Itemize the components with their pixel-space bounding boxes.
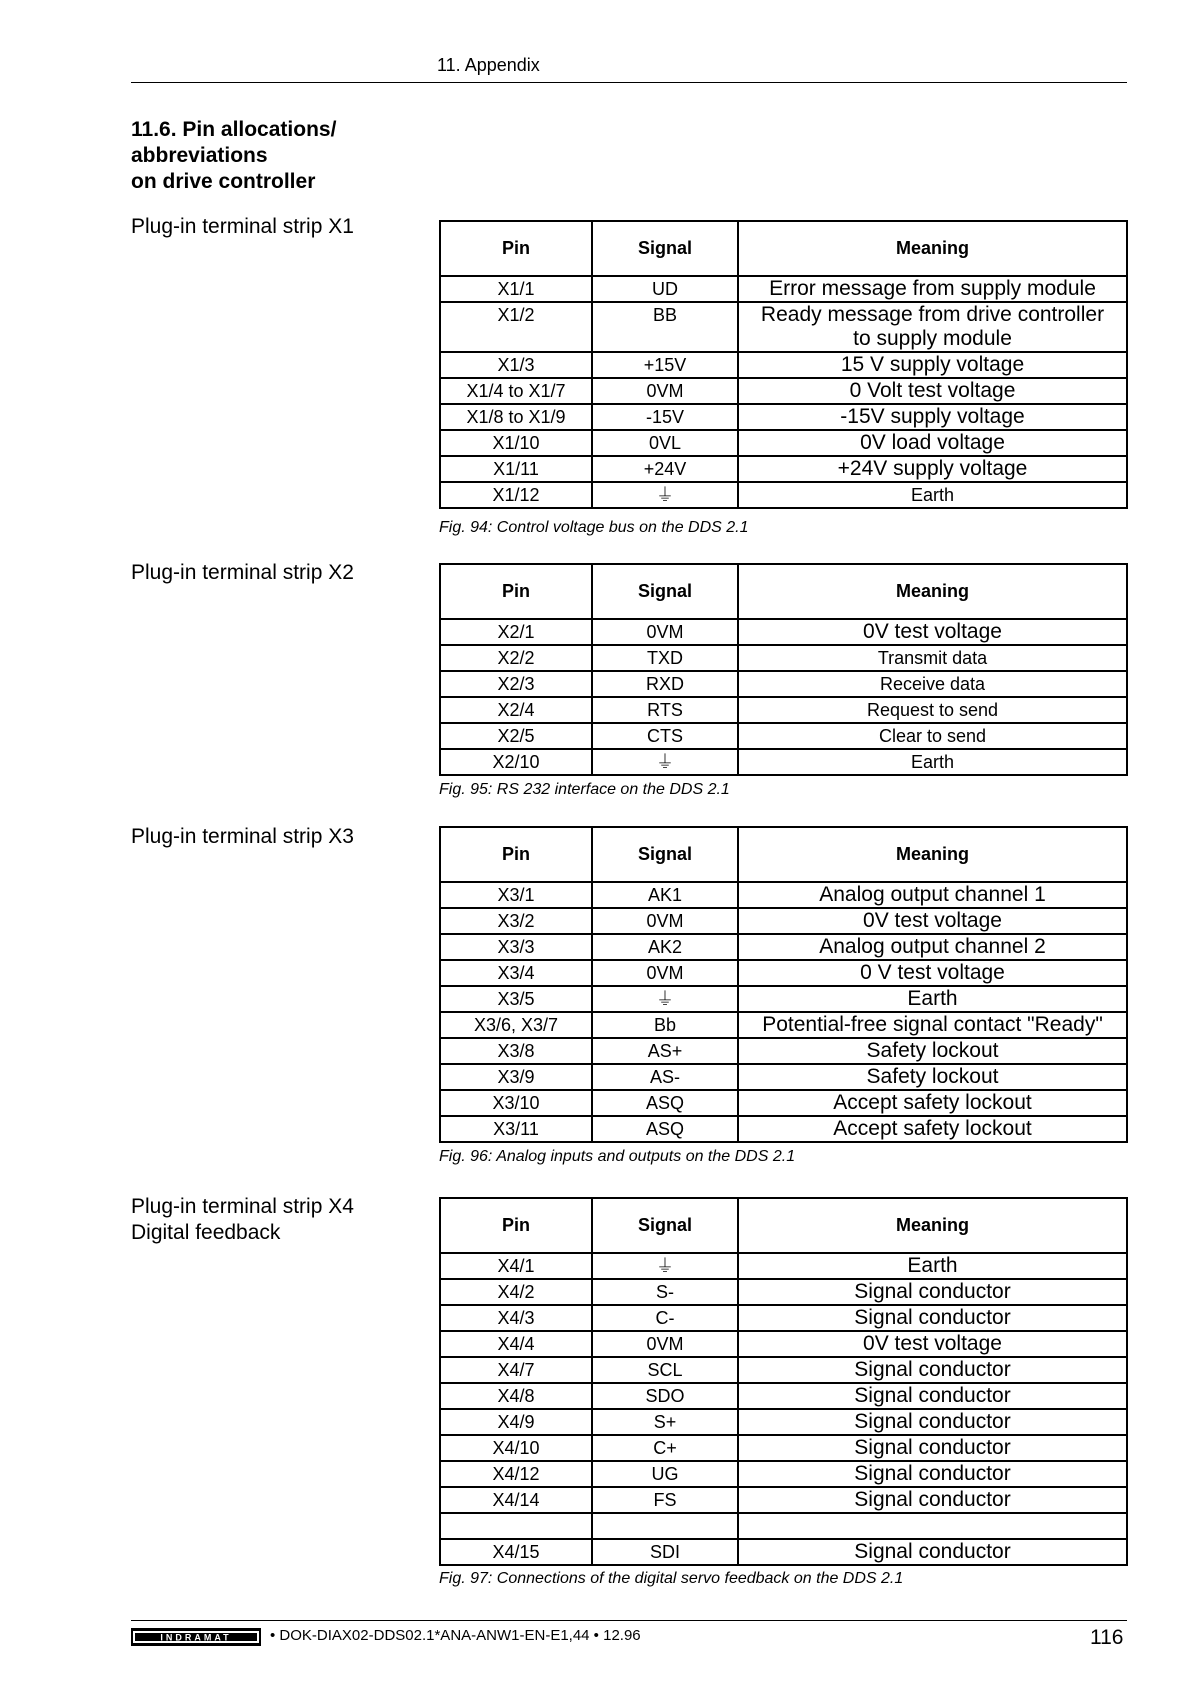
pin-cell: X3/10 <box>440 1090 592 1116</box>
table-row <box>440 1253 1127 1279</box>
pin-cell: X4/3 <box>440 1305 592 1331</box>
table-row <box>440 352 1127 378</box>
signal-cell: SDI <box>592 1539 738 1565</box>
table-row <box>440 482 1127 508</box>
meaning-cell: 0 V test voltage <box>738 960 1127 986</box>
pin-cell: X2/10 <box>440 749 592 775</box>
meaning-cell <box>738 1513 1127 1539</box>
pin-cell: X3/8 <box>440 1038 592 1064</box>
pin-cell: X2/1 <box>440 619 592 645</box>
table-row <box>440 1279 1127 1305</box>
document-id: • DOK-DIAX02-DDS02.1*ANA-ANW1-EN-E1,44 • 12.96 <box>270 1627 641 1644</box>
pin-cell: X2/2 <box>440 645 592 671</box>
meaning-column-header: Meaning <box>738 564 1127 619</box>
meaning-cell: Analog output channel 1 <box>738 882 1127 908</box>
table-row <box>440 1383 1127 1409</box>
table-row <box>440 671 1127 697</box>
table-row <box>440 456 1127 482</box>
pin-cell: X4/10 <box>440 1435 592 1461</box>
signal-cell: CTS <box>592 723 738 749</box>
signal-cell <box>592 1513 738 1539</box>
meaning-cell: 0V test voltage <box>738 908 1127 934</box>
page-number: 116 <box>1090 1626 1124 1649</box>
x1-label: Plug-in terminal strip X1 <box>131 215 354 238</box>
footer-rule <box>131 1620 1127 1621</box>
pin-cell <box>440 1513 592 1539</box>
signal-cell: ASQ <box>592 1116 738 1142</box>
meaning-cell: Signal conductor <box>738 1409 1127 1435</box>
pin-column-header: Pin <box>440 564 592 619</box>
pin-cell: X3/4 <box>440 960 592 986</box>
pin-cell: X2/4 <box>440 697 592 723</box>
signal-cell: C+ <box>592 1435 738 1461</box>
chapter-header: 11. Appendix <box>437 55 540 75</box>
signal-cell: 0VM <box>592 619 738 645</box>
earth-symbol-icon: ⏚ <box>592 749 738 775</box>
meaning-cell: Safety lockout <box>738 1038 1127 1064</box>
signal-cell: -15V <box>592 404 738 430</box>
pin-cell: X4/14 <box>440 1487 592 1513</box>
pin-cell: X3/6, X3/7 <box>440 1012 592 1038</box>
meaning-cell: Request to send <box>738 697 1127 723</box>
signal-cell: UG <box>592 1461 738 1487</box>
meaning-cell: 0 Volt test voltage <box>738 378 1127 404</box>
meaning-cell: Receive data <box>738 671 1127 697</box>
signal-cell: Bb <box>592 1012 738 1038</box>
x4-label-line: Digital feedback <box>131 1221 281 1244</box>
signal-cell: AS- <box>592 1064 738 1090</box>
signal-cell: UD <box>592 276 738 302</box>
table-row <box>440 1012 1127 1038</box>
table-row <box>440 404 1127 430</box>
meaning-column-header: Meaning <box>738 1198 1127 1253</box>
table-row <box>440 1331 1127 1357</box>
signal-cell: 0VM <box>592 378 738 404</box>
pin-cell: X1/3 <box>440 352 592 378</box>
signal-column-header: Signal <box>592 1198 738 1253</box>
meaning-line: to supply module <box>853 327 1012 350</box>
table-row <box>440 1435 1127 1461</box>
meaning-cell: Signal conductor <box>738 1357 1127 1383</box>
pin-column-header: Pin <box>440 827 592 882</box>
meaning-cell: Earth <box>738 749 1127 775</box>
signal-cell: S+ <box>592 1409 738 1435</box>
section-title <box>131 117 336 195</box>
pin-cell: X3/9 <box>440 1064 592 1090</box>
pin-cell: X1/10 <box>440 430 592 456</box>
table-row <box>440 645 1127 671</box>
table-row <box>440 430 1127 456</box>
x3-table <box>439 826 1128 1143</box>
meaning-cell: Signal conductor <box>738 1435 1127 1461</box>
pin-cell: X4/4 <box>440 1331 592 1357</box>
table-header-row <box>440 564 1127 619</box>
table-row <box>440 1305 1127 1331</box>
signal-cell: RTS <box>592 697 738 723</box>
pin-cell: X1/11 <box>440 456 592 482</box>
meaning-cell: Safety lockout <box>738 1064 1127 1090</box>
meaning-cell: Signal conductor <box>738 1487 1127 1513</box>
meaning-cell: Potential-free signal contact "Ready" <box>738 1012 1127 1038</box>
table-row <box>440 1409 1127 1435</box>
table-row <box>440 619 1127 645</box>
pin-cell: X1/8 to X1/9 <box>440 404 592 430</box>
meaning-cell: 0V test voltage <box>738 619 1127 645</box>
pin-cell: X1/2 <box>440 302 592 352</box>
table-row <box>440 1090 1127 1116</box>
meaning-cell: Signal conductor <box>738 1461 1127 1487</box>
table-row <box>440 882 1127 908</box>
earth-symbol-icon: ⏚ <box>592 1253 738 1279</box>
meaning-cell: 15 V supply voltage <box>738 352 1127 378</box>
table-row <box>440 378 1127 404</box>
signal-cell: TXD <box>592 645 738 671</box>
signal-column-header: Signal <box>592 564 738 619</box>
table-row <box>440 1357 1127 1383</box>
table-header-row <box>440 221 1127 276</box>
meaning-cell: Accept safety lockout <box>738 1090 1127 1116</box>
meaning-cell: Earth <box>738 986 1127 1012</box>
signal-cell: C- <box>592 1305 738 1331</box>
x1-table <box>439 220 1128 509</box>
meaning-line: Ready message from drive controller <box>760 303 1105 326</box>
signal-cell: AK1 <box>592 882 738 908</box>
meaning-cell: Earth <box>738 1253 1127 1279</box>
signal-cell: SCL <box>592 1357 738 1383</box>
signal-cell: +24V <box>592 456 738 482</box>
table-header-row <box>440 827 1127 882</box>
table-row <box>440 986 1127 1012</box>
signal-cell: RXD <box>592 671 738 697</box>
pin-cell: X2/3 <box>440 671 592 697</box>
signal-cell: BB <box>592 302 738 352</box>
table-row <box>440 302 1127 352</box>
meaning-cell: Signal conductor <box>738 1305 1127 1331</box>
meaning-cell: Clear to send <box>738 723 1127 749</box>
earth-symbol-icon: ⏚ <box>592 986 738 1012</box>
pin-cell: X3/2 <box>440 908 592 934</box>
x2-table <box>439 563 1128 776</box>
pin-cell: X1/4 to X1/7 <box>440 378 592 404</box>
section-title-line: abbreviations <box>131 144 268 167</box>
pin-column-header: Pin <box>440 221 592 276</box>
logo-text: INDRAMAT <box>160 1632 232 1643</box>
section-title-line: 11.6. Pin allocations/ <box>131 118 337 141</box>
pin-cell: X3/3 <box>440 934 592 960</box>
meaning-cell: Signal conductor <box>738 1279 1127 1305</box>
pin-column-header: Pin <box>440 1198 592 1253</box>
signal-cell: SDO <box>592 1383 738 1409</box>
x4-label <box>131 1194 354 1246</box>
table-row <box>440 723 1127 749</box>
meaning-cell <box>738 302 1127 352</box>
pin-cell: X4/1 <box>440 1253 592 1279</box>
meaning-cell: Accept safety lockout <box>738 1116 1127 1142</box>
table-row <box>440 1539 1127 1565</box>
x3-label: Plug-in terminal strip X3 <box>131 825 354 848</box>
pin-cell: X4/15 <box>440 1539 592 1565</box>
table-row <box>440 934 1127 960</box>
pin-cell: X4/2 <box>440 1279 592 1305</box>
meaning-column-header: Meaning <box>738 221 1127 276</box>
meaning-cell: 0V load voltage <box>738 430 1127 456</box>
pin-cell: X3/11 <box>440 1116 592 1142</box>
header-rule <box>131 82 1127 83</box>
signal-cell: AK2 <box>592 934 738 960</box>
x2-caption: Fig. 95: RS 232 interface on the DDS 2.1 <box>439 781 730 798</box>
meaning-cell: Signal conductor <box>738 1539 1127 1565</box>
pin-cell: X2/5 <box>440 723 592 749</box>
table-row <box>440 960 1127 986</box>
section-title-line: on drive controller <box>131 170 316 193</box>
x3-caption: Fig. 96: Analog inputs and outputs on the DDS 2.1 <box>439 1148 796 1165</box>
table-row <box>440 1513 1127 1539</box>
signal-cell: FS <box>592 1487 738 1513</box>
table-row <box>440 697 1127 723</box>
meaning-cell: Signal conductor <box>738 1383 1127 1409</box>
meaning-cell: -15V supply voltage <box>738 404 1127 430</box>
meaning-cell: +24V supply voltage <box>738 456 1127 482</box>
table-row <box>440 749 1127 775</box>
meaning-cell: 0V test voltage <box>738 1331 1127 1357</box>
signal-cell: AS+ <box>592 1038 738 1064</box>
signal-cell: S- <box>592 1279 738 1305</box>
signal-cell: 0VL <box>592 430 738 456</box>
meaning-column-header: Meaning <box>738 827 1127 882</box>
indramat-logo <box>131 1628 261 1646</box>
signal-cell: 0VM <box>592 908 738 934</box>
signal-cell: 0VM <box>592 1331 738 1357</box>
x4-caption: Fig. 97: Connections of the digital servo feedback on the DDS 2.1 <box>439 1570 904 1587</box>
signal-cell: ASQ <box>592 1090 738 1116</box>
meaning-cell: Earth <box>738 482 1127 508</box>
signal-cell: 0VM <box>592 960 738 986</box>
signal-column-header: Signal <box>592 221 738 276</box>
table-row <box>440 1461 1127 1487</box>
table-row <box>440 1064 1127 1090</box>
pin-cell: X4/8 <box>440 1383 592 1409</box>
table-row <box>440 276 1127 302</box>
signal-cell: +15V <box>592 352 738 378</box>
pin-cell: X4/12 <box>440 1461 592 1487</box>
pin-cell: X3/1 <box>440 882 592 908</box>
x1-caption: Fig. 94: Control voltage bus on the DDS 2.1 <box>439 519 749 536</box>
table-header-row <box>440 1198 1127 1253</box>
pin-cell: X3/5 <box>440 986 592 1012</box>
table-row <box>440 1038 1127 1064</box>
x2-label: Plug-in terminal strip X2 <box>131 561 354 584</box>
meaning-cell: Error message from supply module <box>738 276 1127 302</box>
x4-table <box>439 1197 1128 1566</box>
pin-cell: X1/1 <box>440 276 592 302</box>
earth-symbol-icon: ⏚ <box>592 482 738 508</box>
table-row <box>440 1487 1127 1513</box>
table-row <box>440 908 1127 934</box>
pin-cell: X4/7 <box>440 1357 592 1383</box>
meaning-cell: Transmit data <box>738 645 1127 671</box>
table-row <box>440 1116 1127 1142</box>
signal-column-header: Signal <box>592 827 738 882</box>
pin-cell: X4/9 <box>440 1409 592 1435</box>
pin-cell: X1/12 <box>440 482 592 508</box>
meaning-cell: Analog output channel 2 <box>738 934 1127 960</box>
x4-label-line: Plug-in terminal strip X4 <box>131 1195 354 1218</box>
